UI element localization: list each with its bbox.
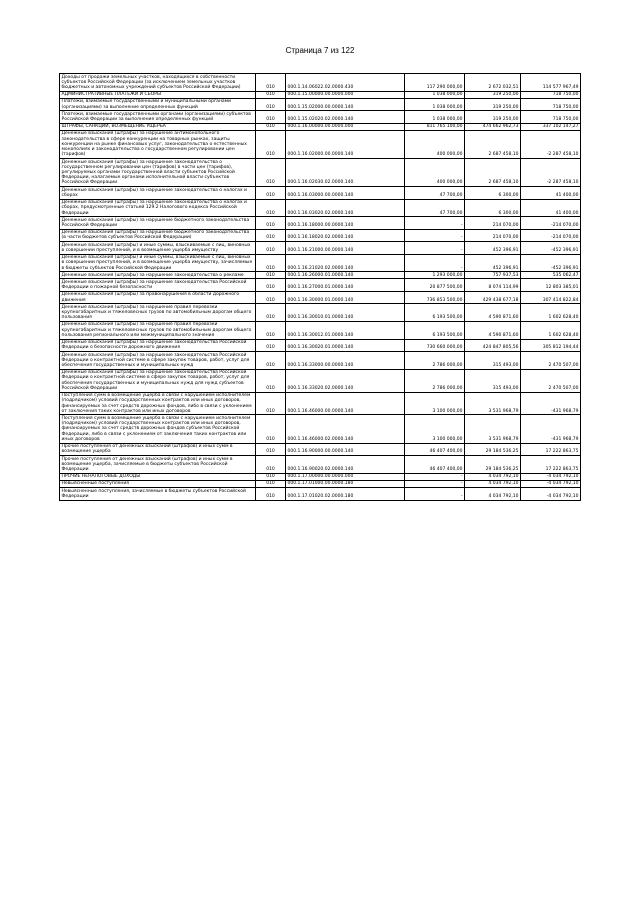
row-fact-cell: 319 250,00	[465, 98, 521, 110]
row-code-cell: 010	[256, 443, 286, 455]
row-fact-cell: 757 937,53	[465, 272, 521, 279]
row-plan-cell: 117 290 000,00	[405, 74, 465, 92]
row-code-cell: 010	[256, 488, 286, 500]
row-code-cell: 010	[256, 304, 286, 322]
row-kbk-cell: 000.1.15.02000.00.0000.140	[286, 98, 405, 110]
row-plan-cell: 400 000,00	[405, 130, 465, 158]
row-kbk-cell: 000.1.14.06022.02.0000.430	[286, 74, 405, 92]
row-fact-cell: 315 493,00	[465, 369, 521, 392]
table-row	[60, 321, 581, 339]
row-code-cell: 010	[256, 130, 286, 158]
row-fact-cell: 319 250,00	[465, 91, 521, 98]
row-plan-cell: -	[405, 488, 465, 500]
row-name-cell: Прочие поступления от денежных взысканий (штрафов) и иных сумм в возмещение ущерба	[60, 443, 256, 455]
row-code-cell: 010	[256, 339, 286, 351]
row-code-cell: 010	[256, 229, 286, 241]
row-name-cell: Денежные взыскания (штрафы) за нарушение законодательства о налогах и сборах	[60, 187, 256, 199]
row-name-cell: Платежи, взимаемые государственными органами (организациями) субъектов Российской Федерации за выполнение определенных функций	[60, 111, 256, 123]
row-code-cell: 010	[256, 321, 286, 339]
row-plan-cell: 2 786 000,00	[405, 369, 465, 392]
table-row	[60, 279, 581, 291]
row-kbk-cell: 000.1.16.30000.01.0000.140	[286, 291, 405, 303]
row-plan-cell: -	[405, 480, 465, 487]
row-name-cell: Денежные взыскания (штрафы) за нарушение законодательства о налогах и сборах, предусмотренные статьей 129.2 Налогового кодекса Российской Федерации	[60, 199, 256, 217]
row-remainder-cell: -4 034 792,10	[521, 480, 581, 487]
row-plan-cell: 3 100 000,00	[405, 392, 465, 415]
row-kbk-cell: 000.1.16.00000.00.0000.000	[286, 123, 405, 130]
row-plan-cell: 47 700,00	[405, 187, 465, 199]
row-kbk-cell: 000.1.16.03020.02.0000.140	[286, 199, 405, 217]
row-fact-cell: 4 034 792,10	[465, 488, 521, 500]
row-kbk-cell: 000.1.17.00000.00.0000.000	[286, 473, 405, 480]
row-fact-cell: 214 070,00	[465, 229, 521, 241]
row-fact-cell: 6 300,00	[465, 187, 521, 199]
row-fact-cell: 424 847 805,56	[465, 339, 521, 351]
row-remainder-cell: 1 602 628,40	[521, 321, 581, 339]
row-remainder-cell: -214 070,00	[521, 217, 581, 229]
table-row	[60, 229, 581, 241]
row-kbk-cell: 000.1.16.02000.00.0000.140	[286, 130, 405, 158]
row-fact-cell: 315 493,00	[465, 352, 521, 370]
row-plan-cell: -	[405, 473, 465, 480]
row-kbk-cell: 000.1.16.21020.02.0000.140	[286, 254, 405, 272]
row-plan-cell: 46 407 400,00	[405, 456, 465, 474]
row-plan-cell: 1 293 000,00	[405, 272, 465, 279]
row-remainder-cell: 17 222 863,75	[521, 443, 581, 455]
row-remainder-cell: -214 070,00	[521, 229, 581, 241]
table-row	[60, 415, 581, 443]
table-row	[60, 369, 581, 392]
row-fact-cell: 2 672 032,51	[465, 74, 521, 92]
row-code-cell: 010	[256, 291, 286, 303]
row-code-cell: 010	[256, 456, 286, 474]
row-remainder-cell: 305 812 194,44	[521, 339, 581, 351]
table-row	[60, 242, 581, 254]
table-row	[60, 456, 581, 474]
row-remainder-cell: 718 750,00	[521, 91, 581, 98]
row-code-cell: 010	[256, 159, 286, 187]
row-plan-cell: -	[405, 229, 465, 241]
row-kbk-cell: 000.1.15.02020.02.0000.140	[286, 111, 405, 123]
row-fact-cell: 2 687 458,10	[465, 130, 521, 158]
row-name-cell: Невыясненные поступления, зачисляемые в бюджеты субъектов Российской Федерации	[60, 488, 256, 500]
row-code-cell: 010	[256, 187, 286, 199]
row-name-cell: Доходы от продажи земельных участков, находящихся в собственности субъектов Российской Федерации (за исключением земельных участков бюджетных и автономных учреждений субъектов Российской Федерации)	[60, 74, 256, 92]
row-kbk-cell: 000.1.16.90000.00.0000.140	[286, 443, 405, 455]
row-plan-cell: 6 193 500,00	[405, 304, 465, 322]
row-name-cell: Денежные взыскания (штрафы) за нарушение законодательства о рекламе	[60, 272, 256, 279]
row-name-cell: Денежные взыскания (штрафы) за нарушение антимонопольного законодательства в сфере конкуренции на товарных рынках, защиты конкуренции на рынке финансовых услуг, законодательства о естественных монополиях и законодательства о государственном регулировании цен (тарифов)	[60, 130, 256, 158]
row-kbk-cell: 000.1.16.33020.02.0000.140	[286, 369, 405, 392]
row-plan-cell: 400 000,00	[405, 159, 465, 187]
row-fact-cell: 3 531 968,79	[465, 415, 521, 443]
row-remainder-cell: 41 400,00	[521, 199, 581, 217]
row-remainder-cell: 718 750,00	[521, 98, 581, 110]
table-row	[60, 217, 581, 229]
row-plan-cell: -	[405, 242, 465, 254]
row-name-cell: Поступления сумм в возмещение ущерба в связи с нарушением исполнителем (подрядчиком) условий государственных контрактов или иных договоров, финансируемых за счет средств дорожных фондов, либо в связи с уклонением от заключения таких контрактов или иных договоров	[60, 392, 256, 415]
row-remainder-cell: 12 803 385,01	[521, 279, 581, 291]
row-kbk-cell: 000.1.16.30012.01.0000.140	[286, 321, 405, 339]
row-remainder-cell: -452 396,91	[521, 254, 581, 272]
table-row	[60, 187, 581, 199]
row-kbk-cell: 000.1.16.03000.00.0000.140	[286, 187, 405, 199]
table-row	[60, 339, 581, 351]
row-kbk-cell: 000.1.15.00000.00.0000.000	[286, 91, 405, 98]
table-row	[60, 392, 581, 415]
row-plan-cell: 6 193 500,00	[405, 321, 465, 339]
row-kbk-cell: 000.1.16.02030.02.0000.140	[286, 159, 405, 187]
table-row	[60, 74, 581, 92]
row-name-cell: ШТРАФЫ, САНКЦИИ, ВОЗМЕЩЕНИЕ УЩЕРБА	[60, 123, 256, 130]
row-code-cell: 010	[256, 392, 286, 415]
row-name-cell: Денежные взыскания (штрафы) за нарушение законодательства Российской Федерации о контрактной системе в сфере закупок товаров, работ, услуг для обеспечения государственных и муниципальных нужд	[60, 352, 256, 370]
table-row	[60, 111, 581, 123]
row-plan-cell: 3 100 000,00	[405, 415, 465, 443]
revenue-table-body	[60, 74, 581, 501]
row-plan-cell: 811 765 100,00	[405, 123, 465, 130]
row-kbk-cell: 000.1.16.18020.02.0000.140	[286, 229, 405, 241]
row-code-cell: 010	[256, 217, 286, 229]
row-plan-cell: 1 038 000,00	[405, 91, 465, 98]
table-row	[60, 98, 581, 110]
row-kbk-cell: 000.1.16.21000.00.0000.140	[286, 242, 405, 254]
row-remainder-cell: 2 470 507,00	[521, 369, 581, 392]
row-name-cell: Денежные взыскания (штрафы) за правонарушения в области дорожного движения	[60, 291, 256, 303]
row-plan-cell: 730 660 000,00	[405, 339, 465, 351]
row-name-cell: Денежные взыскания (штрафы) за нарушение правил перевозки крупногабаритных и тяжеловесных грузов по автомобильным дорогам общего пользования	[60, 304, 256, 322]
row-remainder-cell: 17 222 863,75	[521, 456, 581, 474]
row-plan-cell: 1 038 000,00	[405, 98, 465, 110]
row-code-cell: 010	[256, 123, 286, 130]
row-name-cell: Денежные взыскания (штрафы) за нарушение бюджетного законодательства Российской Федерации	[60, 217, 256, 229]
table-row	[60, 488, 581, 500]
row-code-cell: 010	[256, 352, 286, 370]
row-fact-cell: 214 070,00	[465, 217, 521, 229]
row-remainder-cell: -2 287 458,10	[521, 159, 581, 187]
row-kbk-cell: 000.1.16.46000.02.0000.140	[286, 415, 405, 443]
row-name-cell: Денежные взыскания (штрафы) за нарушение бюджетного законодательства (в части бюджетов субъектов Российской Федерации)	[60, 229, 256, 241]
row-kbk-cell: 000.1.16.30020.01.0000.140	[286, 339, 405, 351]
row-kbk-cell: 000.1.16.46000.00.0000.140	[286, 392, 405, 415]
row-kbk-cell: 000.1.17.01000.00.0000.180	[286, 480, 405, 487]
row-remainder-cell: 1 602 628,40	[521, 304, 581, 322]
row-plan-cell: -	[405, 217, 465, 229]
row-name-cell: Денежные взыскания (штрафы) за нарушение законодательства Российской Федерации о безопасности дорожного движения	[60, 339, 256, 351]
row-name-cell: Поступления сумм в возмещение ущерба в связи с нарушением исполнителем (подрядчиком) условий государственных контрактов или иных договоров, финансируемых за счет средств дорожных фондов субъектов Российской Федерации, либо в связи с уклонением от заключения таких контрактов или иных договоров	[60, 415, 256, 443]
row-plan-cell: 1 038 000,00	[405, 111, 465, 123]
row-remainder-cell: -2 287 458,10	[521, 130, 581, 158]
row-remainder-cell: -4 034 792,10	[521, 488, 581, 500]
row-fact-cell: 29 184 536,25	[465, 443, 521, 455]
table-row	[60, 159, 581, 187]
row-remainder-cell: 307 414 822,84	[521, 291, 581, 303]
row-name-cell: Невыясненные поступления	[60, 480, 256, 487]
row-name-cell: Прочие поступления от денежных взысканий (штрафов) и иных сумм в возмещение ущерба, зачисляемые в бюджеты субъектов Российской Федерации	[60, 456, 256, 474]
row-plan-cell: -	[405, 254, 465, 272]
row-remainder-cell: 114 577 967,49	[521, 74, 581, 92]
row-remainder-cell: -431 968,79	[521, 415, 581, 443]
table-row	[60, 304, 581, 322]
row-remainder-cell: 337 102 147,27	[521, 123, 581, 130]
row-fact-cell: 8 074 114,99	[465, 279, 521, 291]
table-row	[60, 480, 581, 487]
row-remainder-cell: -452 396,91	[521, 242, 581, 254]
row-plan-cell: 20 877 500,00	[405, 279, 465, 291]
row-name-cell: Денежные взыскания (штрафы) за нарушение правил перевозки крупногабаритных и тяжеловесных грузов по автомобильным дорогам общего пользования регионального или межмуниципального значения	[60, 321, 256, 339]
row-code-cell: 010	[256, 480, 286, 487]
row-kbk-cell: 000.1.16.30010.01.0000.140	[286, 304, 405, 322]
row-kbk-cell: 000.1.16.27000.01.0000.140	[286, 279, 405, 291]
page-counter: Страница 7 из 122	[285, 46, 355, 55]
row-code-cell: 010	[256, 279, 286, 291]
table-row	[60, 199, 581, 217]
row-code-cell: 010	[256, 111, 286, 123]
row-name-cell: Денежные взыскания (штрафы) и иные суммы, взыскиваемые с лиц, виновных в совершении преступлений, и в возмещение ущерба имуществу	[60, 242, 256, 254]
row-name-cell: АДМИНИСТРАТИВНЫЕ ПЛАТЕЖИ И СБОРЫ	[60, 91, 256, 98]
table-row	[60, 254, 581, 272]
row-fact-cell: 4 034 792,10	[465, 473, 521, 480]
table-row	[60, 91, 581, 98]
row-remainder-cell: 535 062,47	[521, 272, 581, 279]
row-remainder-cell: -431 968,79	[521, 392, 581, 415]
row-fact-cell: 452 396,91	[465, 242, 521, 254]
table-row	[60, 291, 581, 303]
row-fact-cell: 4 590 871,60	[465, 321, 521, 339]
row-name-cell: Платежи, взимаемые государственными и муниципальными органами (организациями) за выполнение определенных функций	[60, 98, 256, 110]
row-code-cell: 010	[256, 98, 286, 110]
row-code-cell: 010	[256, 254, 286, 272]
row-code-cell: 010	[256, 272, 286, 279]
row-fact-cell: 429 438 677,18	[465, 291, 521, 303]
table-row	[60, 443, 581, 455]
row-plan-cell: 736 853 500,00	[405, 291, 465, 303]
row-fact-cell: 452 396,91	[465, 254, 521, 272]
row-remainder-cell: -4 034 792,10	[521, 473, 581, 480]
row-code-cell: 010	[256, 242, 286, 254]
row-fact-cell: 4 590 871,60	[465, 304, 521, 322]
table-row	[60, 130, 581, 158]
table-row	[60, 123, 581, 130]
row-name-cell: ПРОЧИЕ НЕНАЛОГОВЫЕ ДОХОДЫ	[60, 473, 256, 480]
row-kbk-cell: 000.1.16.26000.01.0000.140	[286, 272, 405, 279]
row-plan-cell: 2 786 000,00	[405, 352, 465, 370]
row-remainder-cell: 2 470 507,00	[521, 352, 581, 370]
table-row	[60, 352, 581, 370]
row-kbk-cell: 000.1.17.01020.02.0000.180	[286, 488, 405, 500]
row-code-cell: 010	[256, 199, 286, 217]
row-remainder-cell: 41 400,00	[521, 187, 581, 199]
table-row	[60, 272, 581, 279]
row-code-cell: 010	[256, 74, 286, 92]
row-code-cell: 010	[256, 91, 286, 98]
row-plan-cell: 47 700,00	[405, 199, 465, 217]
row-code-cell: 010	[256, 473, 286, 480]
row-fact-cell: 3 531 968,79	[465, 392, 521, 415]
table-row	[60, 473, 581, 480]
row-fact-cell: 474 662 962,73	[465, 123, 521, 130]
row-code-cell: 010	[256, 415, 286, 443]
row-fact-cell: 2 687 458,10	[465, 159, 521, 187]
row-fact-cell: 319 250,00	[465, 111, 521, 123]
row-kbk-cell: 000.1.16.90020.02.0000.140	[286, 456, 405, 474]
row-kbk-cell: 000.1.16.33000.00.0000.140	[286, 352, 405, 370]
row-name-cell: Денежные взыскания (штрафы) за нарушение законодательства о государственном регулировании цен (тарифов) в части цен (тарифов), регулируемых органами государственной власти субъектов Российской Федерации, налагаемые органами исполнительной власти субъектов Российской Федерации	[60, 159, 256, 187]
row-code-cell: 010	[256, 369, 286, 392]
row-remainder-cell: 718 750,00	[521, 111, 581, 123]
row-fact-cell: 29 184 536,25	[465, 456, 521, 474]
row-name-cell: Денежные взыскания (штрафы) за нарушение законодательства Российской Федерации о контрактной системе в сфере закупок товаров, работ, услуг для обеспечения государственных и муниципальных нужд для нужд субъектов Российской Федерации	[60, 369, 256, 392]
row-fact-cell: 4 034 792,10	[465, 480, 521, 487]
row-name-cell: Денежные взыскания (штрафы) за нарушение законодательства Российской Федерации о пожарной безопасности	[60, 279, 256, 291]
row-plan-cell: 46 407 400,00	[405, 443, 465, 455]
row-fact-cell: 6 300,00	[465, 199, 521, 217]
row-kbk-cell: 000.1.16.18000.00.0000.140	[286, 217, 405, 229]
revenue-table	[59, 73, 581, 501]
row-name-cell: Денежные взыскания (штрафы) и иные суммы, взыскиваемые с лиц, виновных в совершении преступлений, и в возмещение ущерба имуществу, зачисляемые в бюджеты субъектов Российской Федерации	[60, 254, 256, 272]
